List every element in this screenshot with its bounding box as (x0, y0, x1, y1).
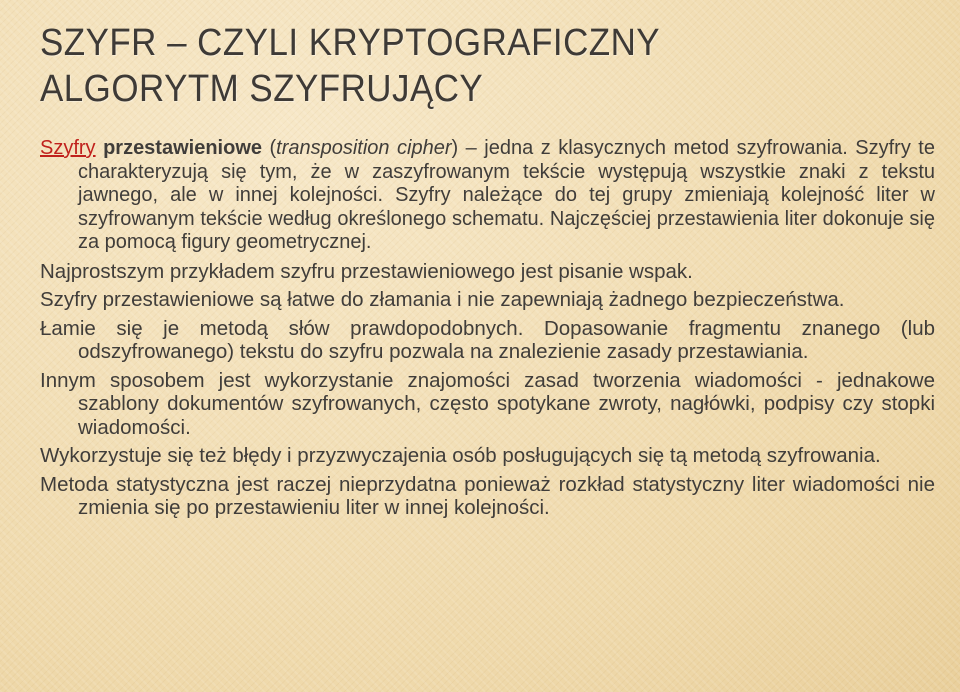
slide-title: SZYFR – CZYLI KRYPTOGRAFICZNY ALGORYTM SZYFRUJĄCY (40, 22, 660, 110)
paragraph-text: ) – jedna z klasycznych metod szyfrowania. Szyfry te charakteryzują się tym, że w zaszyfrowanym tekście występują wszystkie znaki z tekstu jawnego, ale w innej kolejności. Szyfry należące do tej grupy zmieniają kolejność liter w szyfrowanym tekście według określonego schematu. Najczęściej przestawienia liter dokonuje się za pomocą figury geometrycznej. (78, 137, 935, 253)
paragraph-probable-words: Łamie się je metodą słów prawdopodobnych. Dopasowanie fragmentu znanego (lub odszyfrowanego) tekstu do szyfru pozwala na znalezienie zasady przestawiania. (40, 316, 935, 363)
slide-content (40, 137, 935, 525)
paragraph-statistical-method: Metoda statystyczna jest raczej nieprzydatna ponieważ rozkład statystyczny liter wiadomości nie zmienia się po przestawieniu liter w innej kolejności. (40, 472, 935, 519)
paragraph-easy-to-break: Szyfry przestawieniowe są łatwe do złamania i nie zapewniają żadnego bezpieczeństwa. (40, 288, 845, 311)
paragraph-message-templates: Innym sposobem jest wykorzystanie znajomości zasad tworzenia wiadomości - jednakowe szablony dokumentów szyfrowanych, często spotykane zwroty, nagłówki, podpisy czy stopki wiadomości. (40, 368, 935, 439)
bold-term: przestawieniowe (103, 137, 262, 159)
paragraph-transposition-definition (40, 137, 935, 255)
paragraph-text: ( (262, 137, 277, 159)
english-term: transposition cipher (276, 137, 452, 159)
paragraph-simplest-example: Najprostszym przykładem szyfru przestawieniowego jest pisanie wspak. (40, 259, 693, 283)
szyfry-link[interactable]: Szyfry (40, 137, 96, 159)
paragraph-user-errors: Wykorzystuje się też błędy i przyzwyczajenia osób posługujących się tą metodą szyfrowania. (40, 444, 881, 467)
